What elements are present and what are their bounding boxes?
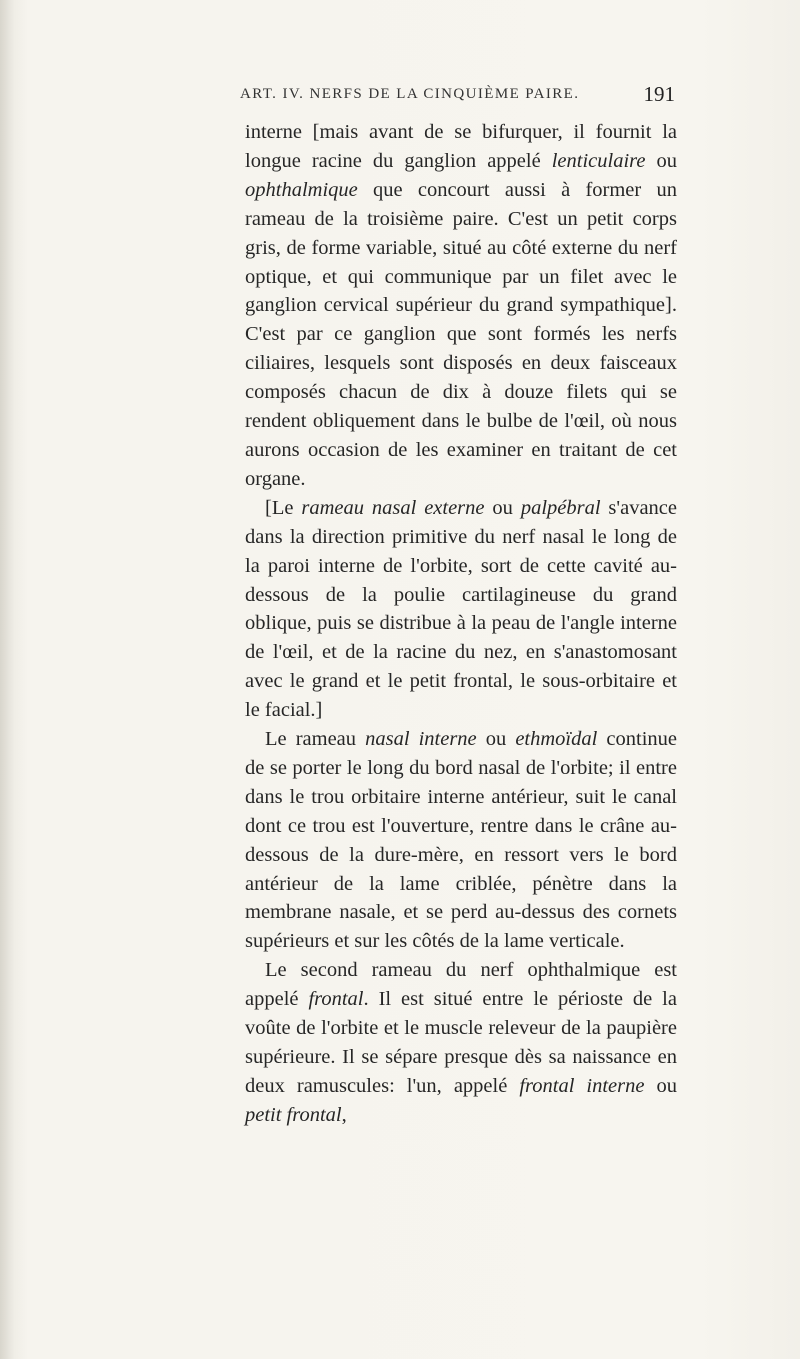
page-header [240, 82, 675, 112]
paragraph-2 [245, 494, 677, 725]
text-segment: s'avance dans la direction primitive du nerf nasal le long de la paroi interne de l'orbite, sort de cette cavité au-dessous de la poulie cartilagineuse du grand oblique, puis se distribue à la peau de l'angle interne de l'œil, et de la racine du nez, en s'anastomosant avec le grand et le petit frontal, le sous-orbitaire et le facial.] [245, 496, 677, 722]
text-segment: ou [645, 149, 677, 172]
italic-term: ophthalmique [245, 178, 358, 201]
text-segment: ou [644, 1074, 677, 1097]
italic-term: frontal [308, 988, 364, 1011]
running-head: ART. IV. NERFS DE LA CINQUIÈME PAIRE. [240, 86, 580, 102]
paragraph-4 [245, 956, 677, 1129]
page-gutter-shadow [0, 0, 14, 1359]
page-number: 191 [643, 82, 675, 106]
text-segment: ou [484, 496, 521, 519]
italic-term: palpébral [520, 496, 601, 519]
text-segment: que concourt aussi à former un rameau de la troisième paire. C'est un petit corps gris, de forme variable, situé au côté externe du nerf optique, et qui communique par un filet avec le ganglion cervical supérieur du grand sympathique]. C'est par ce ganglion que sont formés les nerfs ciliaires, lesquels sont disposés en deux faisceaux composés chacun de dix à douze filets qui se rendent obliquement dans le bulbe de l'œil, où nous aurons occasion de les examiner en traitant de cet organe. [245, 178, 677, 490]
italic-term: nasal interne [365, 728, 477, 751]
paragraph-1 [245, 118, 677, 494]
text-segment: . Il est situé entre le périoste de la voûte de l'orbite et le muscle releveur de la paupière supérieure. Il se sépare presque dès sa naissance en deux ramuscules: l'un, appelé [245, 988, 677, 1097]
italic-term: petit frontal [245, 1103, 342, 1126]
paragraph-3 [245, 725, 677, 956]
text-segment: Le second rameau du nerf ophthalmique est appelé [245, 959, 677, 1011]
text-segment: Le rameau [265, 728, 366, 751]
text-segment: [Le [265, 496, 302, 519]
text-segment: ou [476, 728, 516, 751]
text-segment: continue de se porter le long du bord nasal de l'orbite; il entre dans le trou orbitaire interne antérieur, suit le canal dont ce trou est l'ouverture, rentre dans le crâne au-dessous de la dure-mère, en ressort vers le bord antérieur de la lame criblée, pénètre dans la membrane nasale, et se perd au-dessus des cornets supérieurs et sur les côtés de la lame verticale. [245, 728, 677, 953]
text-segment: , [341, 1103, 347, 1126]
italic-term: ethmoïdal [515, 728, 598, 751]
italic-term: frontal interne [519, 1074, 645, 1097]
italic-term: rameau nasal externe [301, 496, 485, 519]
italic-term: lenticulaire [551, 149, 646, 172]
body-text [245, 118, 677, 1130]
text-segment: interne [mais avant de se bifurquer, il fournit la longue racine du ganglion appelé [245, 121, 677, 172]
